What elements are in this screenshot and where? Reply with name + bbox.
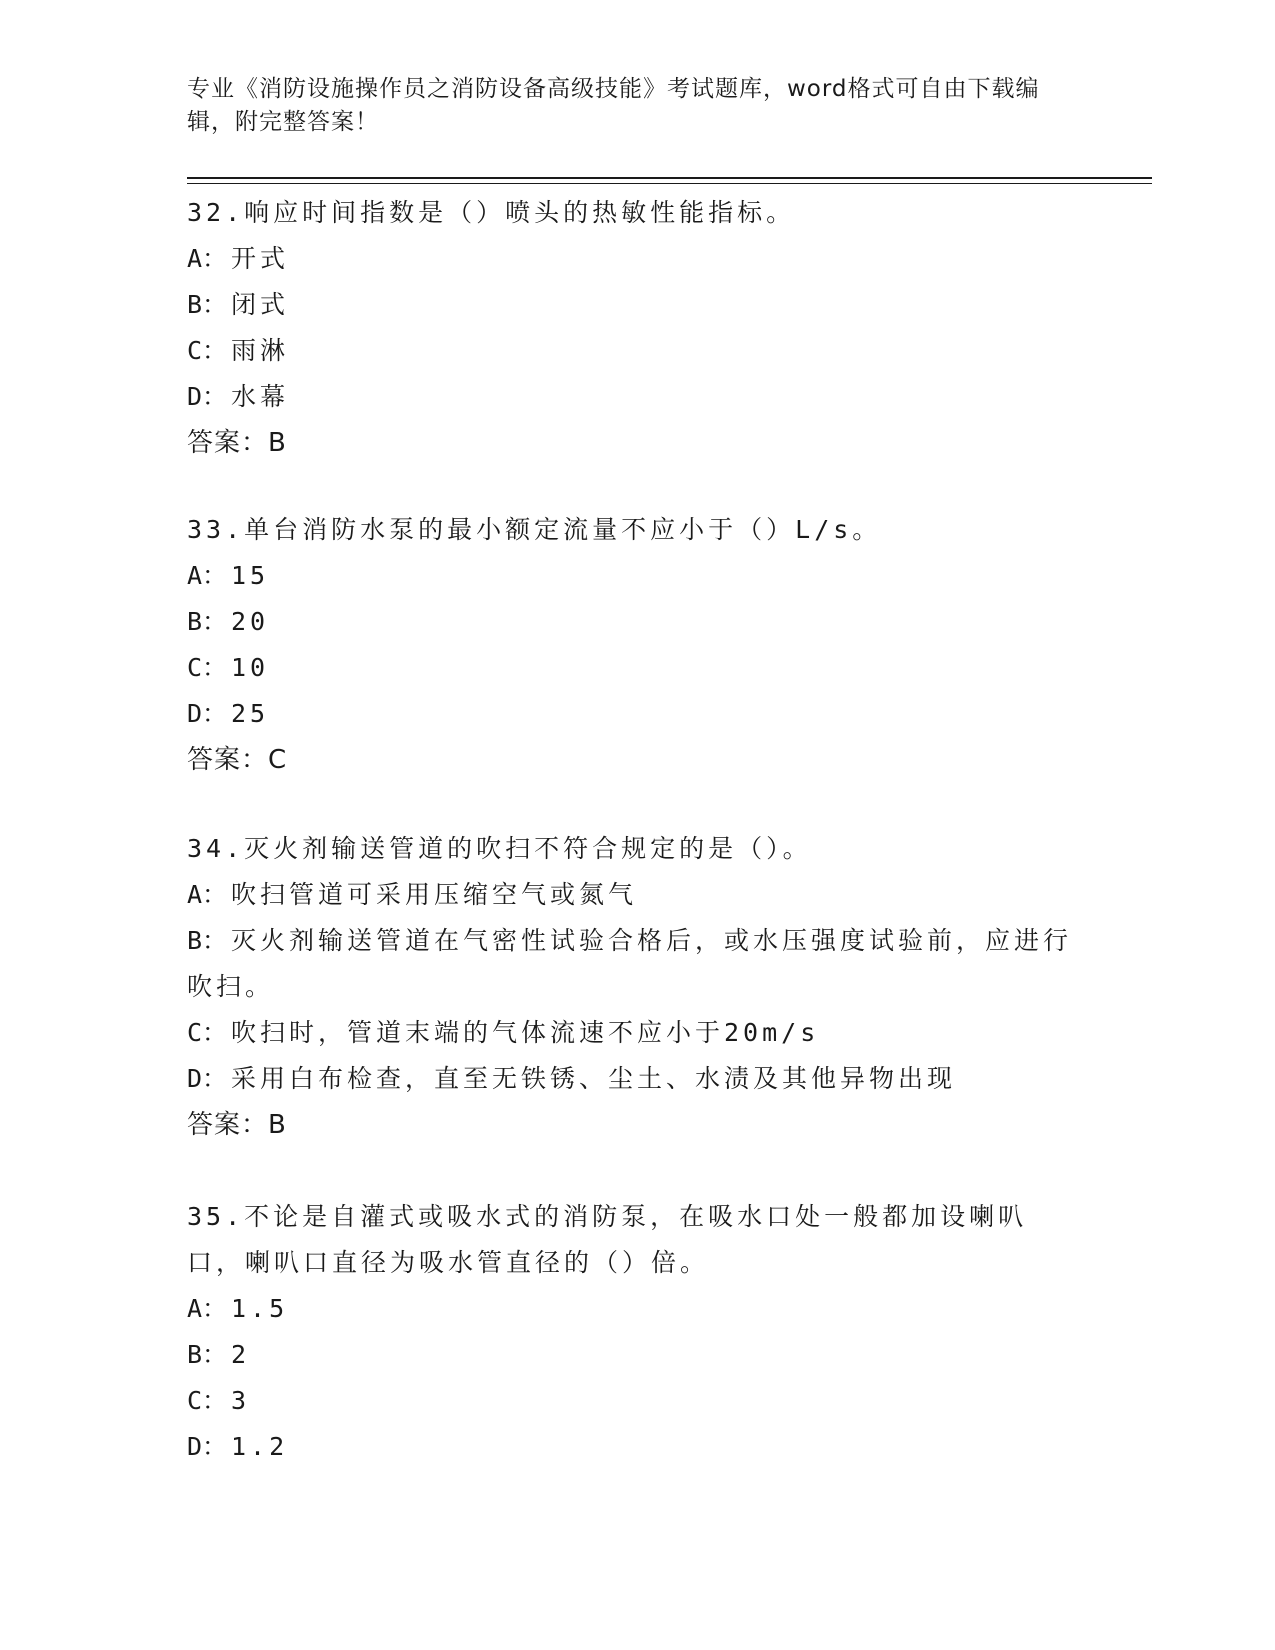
option-b (187, 599, 1077, 645)
option-text: 水幕 (231, 382, 290, 411)
option-text: 闭式 (231, 290, 290, 319)
answer-line: 答案：B (187, 1110, 287, 1140)
option-c (187, 1010, 1077, 1056)
document-header: 专业《消防设施操作员之消防设备高级技能》考试题库，word格式可自由下载编辑，附完整答案！ (187, 76, 1040, 135)
option-d (187, 1424, 1077, 1470)
option-label: B： (187, 1340, 228, 1369)
option-c (187, 328, 1077, 374)
option-label: C： (187, 336, 228, 365)
option-label: D： (187, 1432, 228, 1461)
option-b (187, 282, 1077, 328)
question-stem: 32.响应时间指数是（）喷头的热敏性能指标。 (187, 198, 796, 227)
option-text: 采用白布检查，直至无铁锈、尘土、水渍及其他异物出现 (231, 1064, 957, 1093)
question-stem: 35.不论是自灌式或吸水式的消防泵，在吸水口处一般都加设喇叭口，喇叭口直径为吸水管直径的（）倍。 (187, 1202, 1028, 1277)
question-35 (187, 1194, 1077, 1470)
header-divider (187, 177, 1152, 179)
option-text: 25 (231, 699, 270, 728)
option-text: 10 (231, 653, 270, 682)
option-label: B： (187, 926, 228, 955)
option-label: C： (187, 1018, 228, 1047)
option-text: 15 (231, 561, 270, 590)
option-b (187, 918, 1077, 1010)
option-c (187, 645, 1077, 691)
option-label: A： (187, 1294, 228, 1323)
option-text: 吹扫管道可采用压缩空气或氮气 (231, 880, 638, 909)
option-d (187, 691, 1077, 737)
question-stem: 34.灭火剂输送管道的吹扫不符合规定的是（）。 (187, 834, 812, 863)
option-text: 1.2 (231, 1432, 289, 1461)
option-b (187, 1332, 1077, 1378)
option-label: B： (187, 607, 228, 636)
question-32 (187, 190, 1077, 466)
answer-line: 答案：C (187, 745, 288, 775)
header-divider-thin (187, 183, 1152, 184)
option-d (187, 1056, 1077, 1102)
option-text: 灭火剂输送管道在气密性试验合格后，或水压强度试验前，应进行吹扫。 (187, 926, 1073, 1001)
option-label: D： (187, 1064, 228, 1093)
option-a (187, 553, 1077, 599)
option-a (187, 872, 1077, 918)
option-label: C： (187, 1386, 228, 1415)
question-stem: 33.单台消防水泵的最小额定流量不应小于（）L/s。 (187, 515, 882, 544)
option-label: A： (187, 561, 228, 590)
option-text: 开式 (231, 244, 290, 273)
option-label: D： (187, 382, 228, 411)
option-label: B： (187, 290, 228, 319)
question-33 (187, 507, 1077, 783)
option-a (187, 1286, 1077, 1332)
question-34 (187, 826, 1077, 1148)
option-label: A： (187, 880, 228, 909)
option-text: 吹扫时，管道末端的气体流速不应小于20m/s (231, 1018, 820, 1047)
option-text: 20 (231, 607, 270, 636)
option-label: A： (187, 244, 228, 273)
option-text: 3 (231, 1386, 251, 1415)
answer-line: 答案：B (187, 428, 287, 458)
option-c (187, 1378, 1077, 1424)
option-text: 雨淋 (231, 336, 290, 365)
option-label: D： (187, 699, 228, 728)
option-text: 1.5 (231, 1294, 289, 1323)
option-d (187, 374, 1077, 420)
option-text: 2 (231, 1340, 251, 1369)
option-a (187, 236, 1077, 282)
option-label: C： (187, 653, 228, 682)
